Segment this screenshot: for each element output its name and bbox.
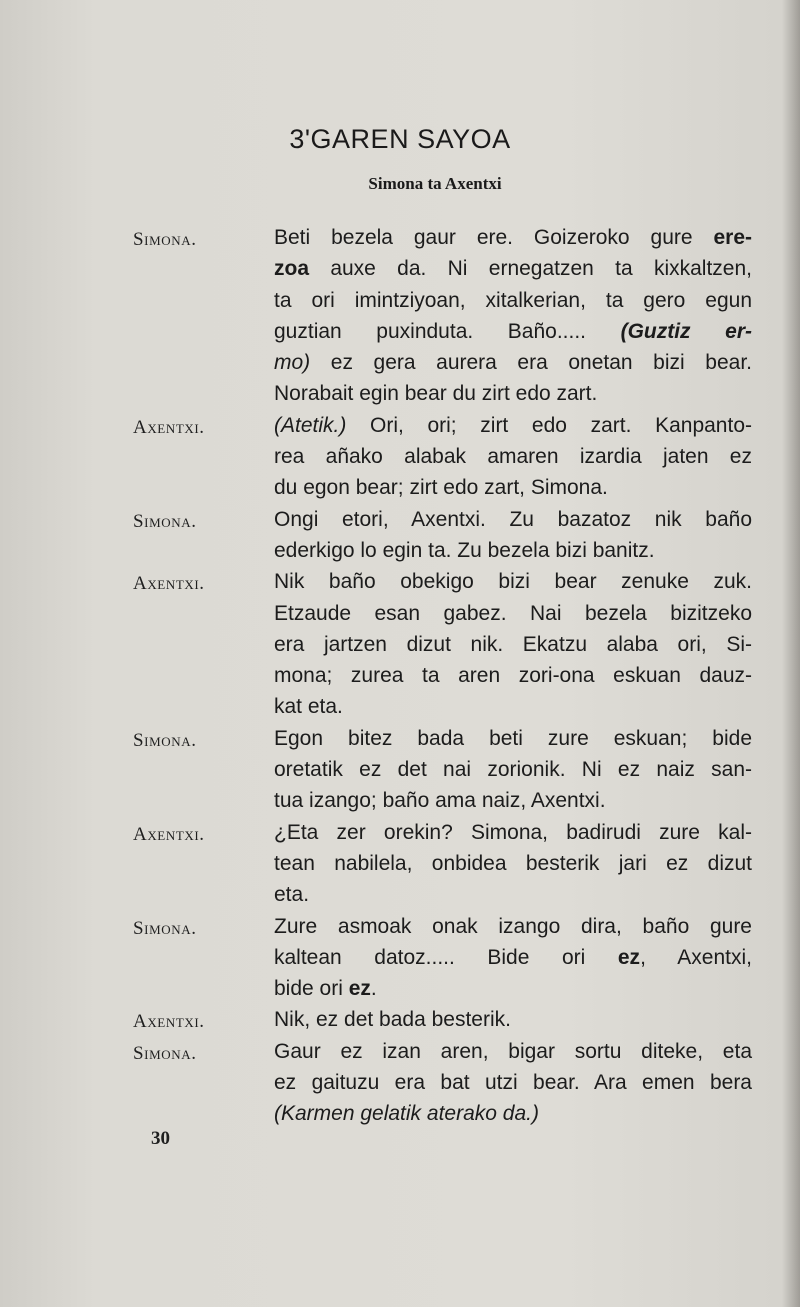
- text-segment: ez: [348, 977, 371, 1001]
- scene-characters: Simona ta Axentxi: [368, 174, 502, 193]
- text-line: [274, 1004, 752, 1035]
- text-line: [274, 378, 752, 409]
- text-segment: du egon bear; zirt edo zart, Simona.: [274, 476, 608, 500]
- dialogue-turn: [0, 723, 800, 817]
- speaker-name: Simona.: [133, 729, 197, 751]
- dialogue-turn: [0, 817, 800, 911]
- text-line: [274, 441, 752, 472]
- text-line: [274, 316, 752, 347]
- text-segment: Beti bezela gaur ere. Goizeroko gure: [274, 226, 714, 249]
- text-segment: , Axentxi,: [640, 945, 752, 969]
- text-segment: oretatik ez det nai zorionik. Ni ez naiz san-: [274, 758, 752, 782]
- text-segment: Zure asmoak onak izango dira, baño gure: [274, 914, 752, 938]
- text-segment: rea añako alabak amaren izardia jaten ez: [274, 445, 752, 469]
- text-segment: Nik, ez det bada besterik.: [274, 1008, 511, 1032]
- dialogue-turn: [0, 1036, 800, 1130]
- scene-heading: 3'GAREN SAYOA: [289, 124, 511, 154]
- text-segment: mona; zurea ta aren zori-ona eskuan dauz-: [274, 664, 752, 688]
- dialogue: [0, 222, 800, 1130]
- text-segment: ederkigo lo egin ta. Zu bezela bizi banitz.: [274, 538, 655, 562]
- text-segment: ez gera aurera era onetan bizi bear.: [310, 351, 752, 375]
- text-line: [274, 942, 752, 973]
- text-line: [274, 253, 752, 284]
- text-segment: kat eta.: [274, 695, 343, 719]
- text-segment: ere-: [713, 226, 752, 249]
- text-segment: auxe da. Ni ernegatzen ta kixkaltzen,: [309, 257, 752, 281]
- text-line: [274, 1067, 752, 1098]
- text-segment: eta.: [274, 883, 310, 907]
- text-line: [274, 598, 752, 629]
- text-line: [274, 347, 752, 378]
- text-line: [274, 691, 752, 722]
- text-segment: ez gaituzu era bat utzi bear. Ara emen bera: [274, 1071, 752, 1095]
- text-line: [274, 723, 752, 754]
- text-segment: guztian puxinduta. Baño.....: [274, 319, 621, 343]
- text-line: [274, 222, 752, 253]
- speaker-name: Simona.: [133, 917, 197, 939]
- text-segment: Nik baño obekigo bizi bear zenuke zuk.: [274, 570, 752, 594]
- text-line: [274, 911, 752, 942]
- text-segment: Etzaude esan gabez. Nai bezela bizitzeko: [274, 601, 752, 625]
- text-line: [274, 817, 752, 848]
- text-segment: ez: [617, 945, 641, 969]
- text-segment: mo): [274, 351, 311, 375]
- text-segment: era jartzen dizut nik. Ekatzu alaba ori, Si-: [274, 632, 752, 656]
- text-segment: (Karmen gelatik aterako da.): [274, 1102, 539, 1126]
- text-line: [274, 566, 752, 597]
- dialogue-turn: [0, 1004, 800, 1035]
- text-segment: tean nabilela, onbidea besterik jari ez dizut: [274, 851, 752, 875]
- text-segment: Ongi etori, Axentxi. Zu bazatoz nik baño: [274, 507, 752, 531]
- text-segment: .: [370, 977, 377, 1001]
- speaker-name: Axentxi.: [133, 416, 205, 438]
- text-line: [274, 879, 752, 910]
- text-segment: ta ori imintziyoan, xitalkerian, ta gero egun: [274, 288, 752, 312]
- speaker-name: Axentxi.: [133, 573, 205, 595]
- text-line: [274, 472, 752, 503]
- speaker-name: Axentxi.: [133, 1011, 205, 1033]
- text-segment: Egon bitez bada beti zure eskuan; bide: [274, 726, 752, 750]
- text-segment: Norabait egin bear du zirt edo zart.: [274, 382, 598, 406]
- dialogue-turn: [0, 504, 800, 567]
- page-number: 30: [151, 1128, 170, 1149]
- text-line: [274, 660, 752, 691]
- text-line: [274, 629, 752, 660]
- speaker-name: Axentxi.: [133, 823, 205, 845]
- dialogue-turn: [0, 222, 800, 410]
- text-segment: tua izango; baño ama naiz, Axentxi.: [274, 789, 606, 813]
- text-segment: Gaur ez izan aren, bigar sortu diteke, eta: [274, 1039, 752, 1063]
- speaker-name: Simona.: [133, 1042, 197, 1064]
- text-line: [274, 754, 752, 785]
- dialogue-turn: [0, 410, 800, 504]
- text-line: [274, 535, 752, 566]
- text-line: [274, 410, 752, 441]
- text-line: [274, 1098, 752, 1129]
- text-segment: kaltean datoz..... Bide ori: [274, 945, 618, 969]
- text-line: [274, 848, 752, 879]
- text-segment: zoa: [274, 257, 310, 281]
- text-line: [274, 504, 752, 535]
- text-segment: (Atetik.): [274, 413, 347, 437]
- text-line: [274, 1036, 752, 1067]
- speaker-name: Simona.: [133, 510, 197, 532]
- text-line: [274, 285, 752, 316]
- speaker-name: Simona.: [133, 229, 197, 250]
- dialogue-turn: [0, 911, 800, 1005]
- text-segment: (Guztiz er-: [620, 319, 752, 343]
- text-line: [274, 973, 752, 1004]
- text-segment: bide ori: [274, 977, 349, 1001]
- text-segment: Ori, ori; zirt edo zart. Kanpanto-: [346, 413, 752, 437]
- dialogue-turn: [0, 566, 800, 722]
- text-line: [274, 785, 752, 816]
- text-segment: ¿Eta zer orekin? Simona, badirudi zure kal-: [274, 820, 752, 844]
